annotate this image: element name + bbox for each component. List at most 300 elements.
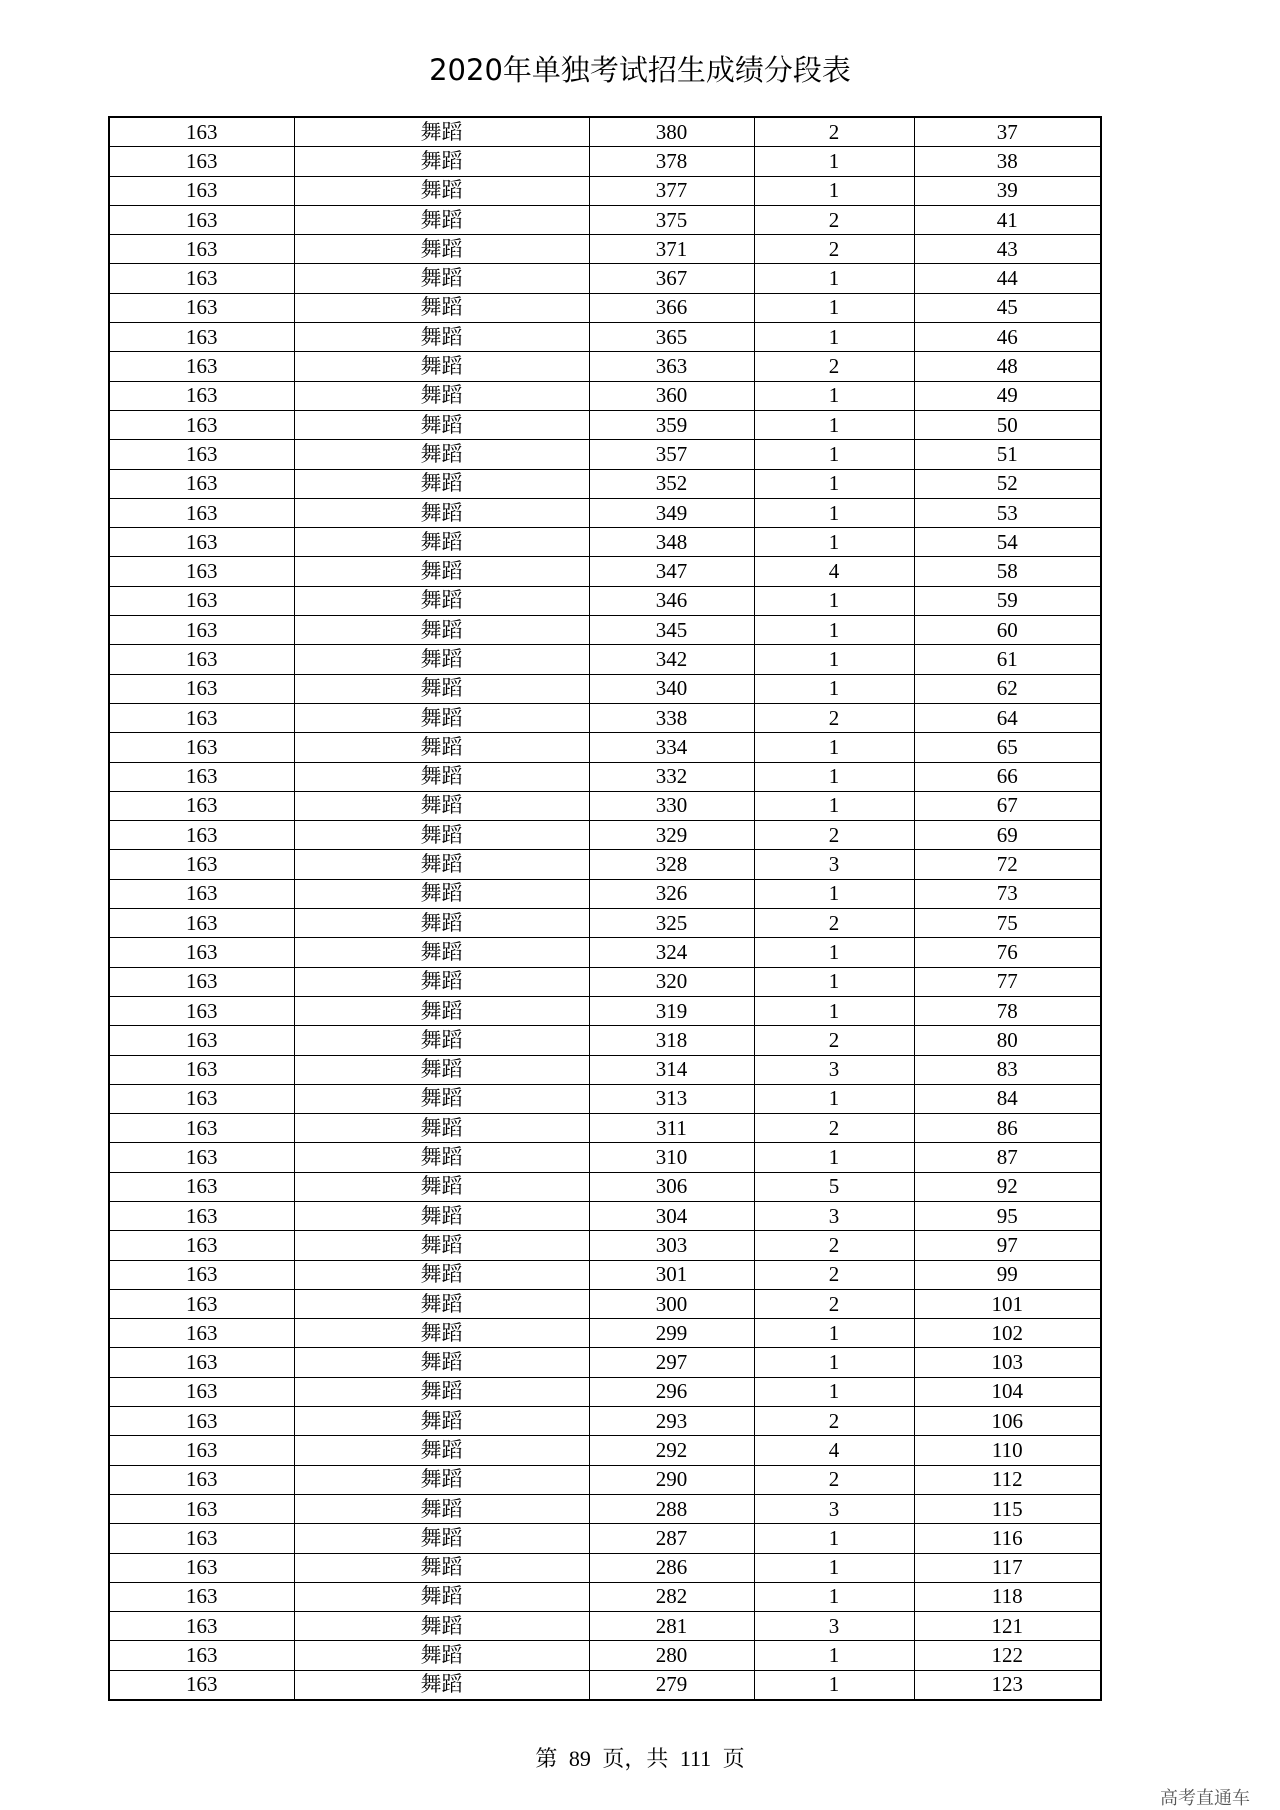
- cumulative-cell: 103: [914, 1348, 1101, 1377]
- table-row: [109, 1377, 1101, 1406]
- subject-cell: 舞蹈: [294, 967, 589, 996]
- count-cell: 3: [754, 1612, 914, 1641]
- score-cell: 367: [589, 264, 754, 293]
- count-cell: 2: [754, 352, 914, 381]
- table-row: [109, 264, 1101, 293]
- table-row: [109, 557, 1101, 586]
- score-cell: 328: [589, 850, 754, 879]
- cumulative-cell: 59: [914, 586, 1101, 615]
- subject-cell: 舞蹈: [294, 293, 589, 322]
- score-cell: 326: [589, 879, 754, 908]
- subject-cell: 舞蹈: [294, 1612, 589, 1641]
- category-code-cell: 163: [109, 1377, 294, 1406]
- table-row: [109, 1231, 1101, 1260]
- cumulative-cell: 43: [914, 235, 1101, 264]
- table-row: [109, 791, 1101, 820]
- count-cell: 1: [754, 616, 914, 645]
- score-table-body: [109, 117, 1101, 1700]
- subject-cell: 舞蹈: [294, 1201, 589, 1230]
- count-cell: 1: [754, 1670, 914, 1700]
- table-row: [109, 176, 1101, 205]
- cumulative-cell: 110: [914, 1436, 1101, 1465]
- table-row: [109, 1084, 1101, 1113]
- subject-cell: 舞蹈: [294, 645, 589, 674]
- subject-cell: 舞蹈: [294, 1289, 589, 1318]
- count-cell: 2: [754, 703, 914, 732]
- cumulative-cell: 54: [914, 528, 1101, 557]
- subject-cell: 舞蹈: [294, 1407, 589, 1436]
- score-cell: 311: [589, 1114, 754, 1143]
- score-cell: 365: [589, 323, 754, 352]
- cumulative-cell: 38: [914, 147, 1101, 176]
- count-cell: 1: [754, 176, 914, 205]
- score-cell: 318: [589, 1026, 754, 1055]
- count-cell: 2: [754, 1114, 914, 1143]
- subject-cell: 舞蹈: [294, 1026, 589, 1055]
- subject-cell: 舞蹈: [294, 909, 589, 938]
- cumulative-cell: 45: [914, 293, 1101, 322]
- category-code-cell: 163: [109, 323, 294, 352]
- table-row: [109, 1319, 1101, 1348]
- count-cell: 2: [754, 1465, 914, 1494]
- category-code-cell: 163: [109, 1641, 294, 1670]
- cumulative-cell: 61: [914, 645, 1101, 674]
- table-row: [109, 1582, 1101, 1611]
- score-cell: 366: [589, 293, 754, 322]
- cumulative-cell: 48: [914, 352, 1101, 381]
- category-code-cell: 163: [109, 352, 294, 381]
- category-code-cell: 163: [109, 147, 294, 176]
- count-cell: 2: [754, 821, 914, 850]
- score-cell: 297: [589, 1348, 754, 1377]
- table-row: [109, 762, 1101, 791]
- cumulative-cell: 67: [914, 791, 1101, 820]
- subject-cell: 舞蹈: [294, 440, 589, 469]
- table-row: [109, 352, 1101, 381]
- category-code-cell: 163: [109, 1582, 294, 1611]
- table-row: [109, 147, 1101, 176]
- subject-cell: 舞蹈: [294, 381, 589, 410]
- table-row: [109, 1407, 1101, 1436]
- cumulative-cell: 75: [914, 909, 1101, 938]
- cumulative-cell: 66: [914, 762, 1101, 791]
- score-cell: 363: [589, 352, 754, 381]
- table-row: [109, 1143, 1101, 1172]
- subject-cell: 舞蹈: [294, 1436, 589, 1465]
- category-code-cell: 163: [109, 410, 294, 439]
- subject-cell: 舞蹈: [294, 528, 589, 557]
- count-cell: 5: [754, 1172, 914, 1201]
- count-cell: 1: [754, 381, 914, 410]
- score-cell: 377: [589, 176, 754, 205]
- table-row: [109, 1055, 1101, 1084]
- subject-cell: 舞蹈: [294, 938, 589, 967]
- cumulative-cell: 102: [914, 1319, 1101, 1348]
- table-row: [109, 1289, 1101, 1318]
- subject-cell: 舞蹈: [294, 1553, 589, 1582]
- subject-cell: 舞蹈: [294, 469, 589, 498]
- score-cell: 349: [589, 498, 754, 527]
- subject-cell: 舞蹈: [294, 205, 589, 234]
- count-cell: 1: [754, 293, 914, 322]
- subject-cell: 舞蹈: [294, 762, 589, 791]
- score-cell: 288: [589, 1494, 754, 1523]
- score-cell: 282: [589, 1582, 754, 1611]
- score-cell: 332: [589, 762, 754, 791]
- subject-cell: 舞蹈: [294, 264, 589, 293]
- subject-cell: 舞蹈: [294, 1055, 589, 1084]
- count-cell: 1: [754, 645, 914, 674]
- score-cell: 338: [589, 703, 754, 732]
- count-cell: 1: [754, 410, 914, 439]
- cumulative-cell: 41: [914, 205, 1101, 234]
- count-cell: 2: [754, 117, 914, 147]
- category-code-cell: 163: [109, 1319, 294, 1348]
- cumulative-cell: 77: [914, 967, 1101, 996]
- subject-cell: 舞蹈: [294, 791, 589, 820]
- category-code-cell: 163: [109, 733, 294, 762]
- table-row: [109, 381, 1101, 410]
- category-code-cell: 163: [109, 879, 294, 908]
- count-cell: 1: [754, 762, 914, 791]
- subject-cell: 舞蹈: [294, 821, 589, 850]
- table-row: [109, 1348, 1101, 1377]
- cumulative-cell: 78: [914, 996, 1101, 1025]
- count-cell: 1: [754, 938, 914, 967]
- cumulative-cell: 84: [914, 1084, 1101, 1113]
- category-code-cell: 163: [109, 1055, 294, 1084]
- count-cell: 1: [754, 1348, 914, 1377]
- score-cell: 286: [589, 1553, 754, 1582]
- score-cell: 301: [589, 1260, 754, 1289]
- table-row: [109, 498, 1101, 527]
- category-code-cell: 163: [109, 1084, 294, 1113]
- cumulative-cell: 101: [914, 1289, 1101, 1318]
- cumulative-cell: 39: [914, 176, 1101, 205]
- category-code-cell: 163: [109, 1143, 294, 1172]
- table-row: [109, 967, 1101, 996]
- score-cell: 345: [589, 616, 754, 645]
- score-cell: 360: [589, 381, 754, 410]
- count-cell: 1: [754, 1143, 914, 1172]
- category-code-cell: 163: [109, 1465, 294, 1494]
- category-code-cell: 163: [109, 498, 294, 527]
- category-code-cell: 163: [109, 1436, 294, 1465]
- table-row: [109, 674, 1101, 703]
- subject-cell: 舞蹈: [294, 1524, 589, 1553]
- table-row: [109, 1172, 1101, 1201]
- score-cell: 329: [589, 821, 754, 850]
- table-row: [109, 1114, 1101, 1143]
- score-table: [108, 116, 1102, 1701]
- cumulative-cell: 121: [914, 1612, 1101, 1641]
- category-code-cell: 163: [109, 1260, 294, 1289]
- cumulative-cell: 52: [914, 469, 1101, 498]
- score-cell: 320: [589, 967, 754, 996]
- score-cell: 319: [589, 996, 754, 1025]
- category-code-cell: 163: [109, 469, 294, 498]
- table-row: [109, 1260, 1101, 1289]
- count-cell: 1: [754, 1319, 914, 1348]
- cumulative-cell: 122: [914, 1641, 1101, 1670]
- score-cell: 324: [589, 938, 754, 967]
- cumulative-cell: 49: [914, 381, 1101, 410]
- category-code-cell: 163: [109, 117, 294, 147]
- subject-cell: 舞蹈: [294, 586, 589, 615]
- cumulative-cell: 69: [914, 821, 1101, 850]
- score-cell: 342: [589, 645, 754, 674]
- table-row: [109, 469, 1101, 498]
- score-cell: 287: [589, 1524, 754, 1553]
- score-cell: 352: [589, 469, 754, 498]
- subject-cell: 舞蹈: [294, 410, 589, 439]
- subject-cell: 舞蹈: [294, 1582, 589, 1611]
- category-code-cell: 163: [109, 1524, 294, 1553]
- category-code-cell: 163: [109, 1670, 294, 1700]
- cumulative-cell: 123: [914, 1670, 1101, 1700]
- table-row: [109, 528, 1101, 557]
- subject-cell: 舞蹈: [294, 1319, 589, 1348]
- category-code-cell: 163: [109, 967, 294, 996]
- score-cell: 292: [589, 1436, 754, 1465]
- count-cell: 2: [754, 205, 914, 234]
- subject-cell: 舞蹈: [294, 1670, 589, 1700]
- cumulative-cell: 104: [914, 1377, 1101, 1406]
- score-cell: 380: [589, 117, 754, 147]
- score-cell: 281: [589, 1612, 754, 1641]
- category-code-cell: 163: [109, 1201, 294, 1230]
- table-row: [109, 1494, 1101, 1523]
- subject-cell: 舞蹈: [294, 1348, 589, 1377]
- subject-cell: 舞蹈: [294, 235, 589, 264]
- cumulative-cell: 60: [914, 616, 1101, 645]
- count-cell: 1: [754, 1641, 914, 1670]
- table-row: [109, 909, 1101, 938]
- subject-cell: 舞蹈: [294, 1231, 589, 1260]
- table-row: [109, 1641, 1101, 1670]
- cumulative-cell: 86: [914, 1114, 1101, 1143]
- count-cell: 1: [754, 1524, 914, 1553]
- subject-cell: 舞蹈: [294, 1114, 589, 1143]
- subject-cell: 舞蹈: [294, 616, 589, 645]
- count-cell: 1: [754, 1582, 914, 1611]
- count-cell: 2: [754, 1026, 914, 1055]
- count-cell: 1: [754, 1553, 914, 1582]
- category-code-cell: 163: [109, 440, 294, 469]
- score-cell: 300: [589, 1289, 754, 1318]
- page-title: 2020年单独考试招生成绩分段表: [429, 53, 851, 87]
- count-cell: 2: [754, 1231, 914, 1260]
- category-code-cell: 163: [109, 235, 294, 264]
- table-row: [109, 586, 1101, 615]
- category-code-cell: 163: [109, 762, 294, 791]
- score-cell: 371: [589, 235, 754, 264]
- table-row: [109, 323, 1101, 352]
- subject-cell: 舞蹈: [294, 996, 589, 1025]
- category-code-cell: 163: [109, 381, 294, 410]
- cumulative-cell: 87: [914, 1143, 1101, 1172]
- table-row: [109, 205, 1101, 234]
- category-code-cell: 163: [109, 850, 294, 879]
- cumulative-cell: 64: [914, 703, 1101, 732]
- category-code-cell: 163: [109, 674, 294, 703]
- subject-cell: 舞蹈: [294, 1494, 589, 1523]
- count-cell: 1: [754, 440, 914, 469]
- score-cell: 340: [589, 674, 754, 703]
- category-code-cell: 163: [109, 909, 294, 938]
- table-row: [109, 879, 1101, 908]
- category-code-cell: 163: [109, 264, 294, 293]
- cumulative-cell: 118: [914, 1582, 1101, 1611]
- count-cell: 1: [754, 879, 914, 908]
- subject-cell: 舞蹈: [294, 352, 589, 381]
- count-cell: 4: [754, 1436, 914, 1465]
- table-row: [109, 1612, 1101, 1641]
- count-cell: 1: [754, 323, 914, 352]
- cumulative-cell: 37: [914, 117, 1101, 147]
- category-code-cell: 163: [109, 1407, 294, 1436]
- cumulative-cell: 92: [914, 1172, 1101, 1201]
- cumulative-cell: 115: [914, 1494, 1101, 1523]
- score-cell: 330: [589, 791, 754, 820]
- category-code-cell: 163: [109, 616, 294, 645]
- table-row: [109, 850, 1101, 879]
- cumulative-cell: 50: [914, 410, 1101, 439]
- subject-cell: 舞蹈: [294, 1260, 589, 1289]
- score-cell: 357: [589, 440, 754, 469]
- cumulative-cell: 65: [914, 733, 1101, 762]
- cumulative-cell: 72: [914, 850, 1101, 879]
- table-row: [109, 1524, 1101, 1553]
- score-cell: 310: [589, 1143, 754, 1172]
- cumulative-cell: 51: [914, 440, 1101, 469]
- table-row: [109, 1026, 1101, 1055]
- count-cell: 2: [754, 1260, 914, 1289]
- category-code-cell: 163: [109, 645, 294, 674]
- table-row: [109, 410, 1101, 439]
- category-code-cell: 163: [109, 528, 294, 557]
- subject-cell: 舞蹈: [294, 1465, 589, 1494]
- category-code-cell: 163: [109, 205, 294, 234]
- count-cell: 3: [754, 1494, 914, 1523]
- table-row: [109, 821, 1101, 850]
- count-cell: 2: [754, 235, 914, 264]
- cumulative-cell: 73: [914, 879, 1101, 908]
- table-row: [109, 733, 1101, 762]
- subject-cell: 舞蹈: [294, 498, 589, 527]
- count-cell: 1: [754, 1084, 914, 1113]
- category-code-cell: 163: [109, 1348, 294, 1377]
- score-cell: 290: [589, 1465, 754, 1494]
- score-cell: 303: [589, 1231, 754, 1260]
- count-cell: 2: [754, 1289, 914, 1318]
- count-cell: 1: [754, 733, 914, 762]
- table-row: [109, 440, 1101, 469]
- cumulative-cell: 58: [914, 557, 1101, 586]
- watermark: 高考直通车: [1160, 1788, 1250, 1809]
- count-cell: 2: [754, 909, 914, 938]
- category-code-cell: 163: [109, 293, 294, 322]
- count-cell: 3: [754, 1201, 914, 1230]
- count-cell: 3: [754, 850, 914, 879]
- cumulative-cell: 106: [914, 1407, 1101, 1436]
- cumulative-cell: 46: [914, 323, 1101, 352]
- category-code-cell: 163: [109, 938, 294, 967]
- count-cell: 1: [754, 1377, 914, 1406]
- score-cell: 280: [589, 1641, 754, 1670]
- count-cell: 1: [754, 586, 914, 615]
- cumulative-cell: 53: [914, 498, 1101, 527]
- score-cell: 299: [589, 1319, 754, 1348]
- cumulative-cell: 44: [914, 264, 1101, 293]
- category-code-cell: 163: [109, 996, 294, 1025]
- subject-cell: 舞蹈: [294, 1172, 589, 1201]
- category-code-cell: 163: [109, 1231, 294, 1260]
- score-cell: 347: [589, 557, 754, 586]
- table-row: [109, 1436, 1101, 1465]
- subject-cell: 舞蹈: [294, 323, 589, 352]
- cumulative-cell: 83: [914, 1055, 1101, 1084]
- count-cell: 1: [754, 967, 914, 996]
- category-code-cell: 163: [109, 1114, 294, 1143]
- count-cell: 1: [754, 498, 914, 527]
- score-cell: 293: [589, 1407, 754, 1436]
- table-row: [109, 1201, 1101, 1230]
- count-cell: 1: [754, 264, 914, 293]
- cumulative-cell: 80: [914, 1026, 1101, 1055]
- cumulative-cell: 112: [914, 1465, 1101, 1494]
- score-cell: 296: [589, 1377, 754, 1406]
- cumulative-cell: 62: [914, 674, 1101, 703]
- score-cell: 348: [589, 528, 754, 557]
- category-code-cell: 163: [109, 176, 294, 205]
- category-code-cell: 163: [109, 1289, 294, 1318]
- subject-cell: 舞蹈: [294, 733, 589, 762]
- table-row: [109, 645, 1101, 674]
- score-cell: 314: [589, 1055, 754, 1084]
- count-cell: 1: [754, 996, 914, 1025]
- score-cell: 359: [589, 410, 754, 439]
- subject-cell: 舞蹈: [294, 557, 589, 586]
- category-code-cell: 163: [109, 1612, 294, 1641]
- category-code-cell: 163: [109, 1026, 294, 1055]
- table-row: [109, 703, 1101, 732]
- count-cell: 1: [754, 147, 914, 176]
- category-code-cell: 163: [109, 1172, 294, 1201]
- subject-cell: 舞蹈: [294, 1084, 589, 1113]
- cumulative-cell: 76: [914, 938, 1101, 967]
- category-code-cell: 163: [109, 1553, 294, 1582]
- score-cell: 375: [589, 205, 754, 234]
- cumulative-cell: 116: [914, 1524, 1101, 1553]
- table-row: [109, 117, 1101, 147]
- subject-cell: 舞蹈: [294, 850, 589, 879]
- subject-cell: 舞蹈: [294, 176, 589, 205]
- count-cell: 1: [754, 528, 914, 557]
- subject-cell: 舞蹈: [294, 1641, 589, 1670]
- score-cell: 346: [589, 586, 754, 615]
- count-cell: 1: [754, 469, 914, 498]
- count-cell: 2: [754, 1407, 914, 1436]
- count-cell: 4: [754, 557, 914, 586]
- subject-cell: 舞蹈: [294, 879, 589, 908]
- count-cell: 3: [754, 1055, 914, 1084]
- cumulative-cell: 95: [914, 1201, 1101, 1230]
- table-row: [109, 293, 1101, 322]
- table-row: [109, 1670, 1101, 1700]
- score-cell: 306: [589, 1172, 754, 1201]
- subject-cell: 舞蹈: [294, 703, 589, 732]
